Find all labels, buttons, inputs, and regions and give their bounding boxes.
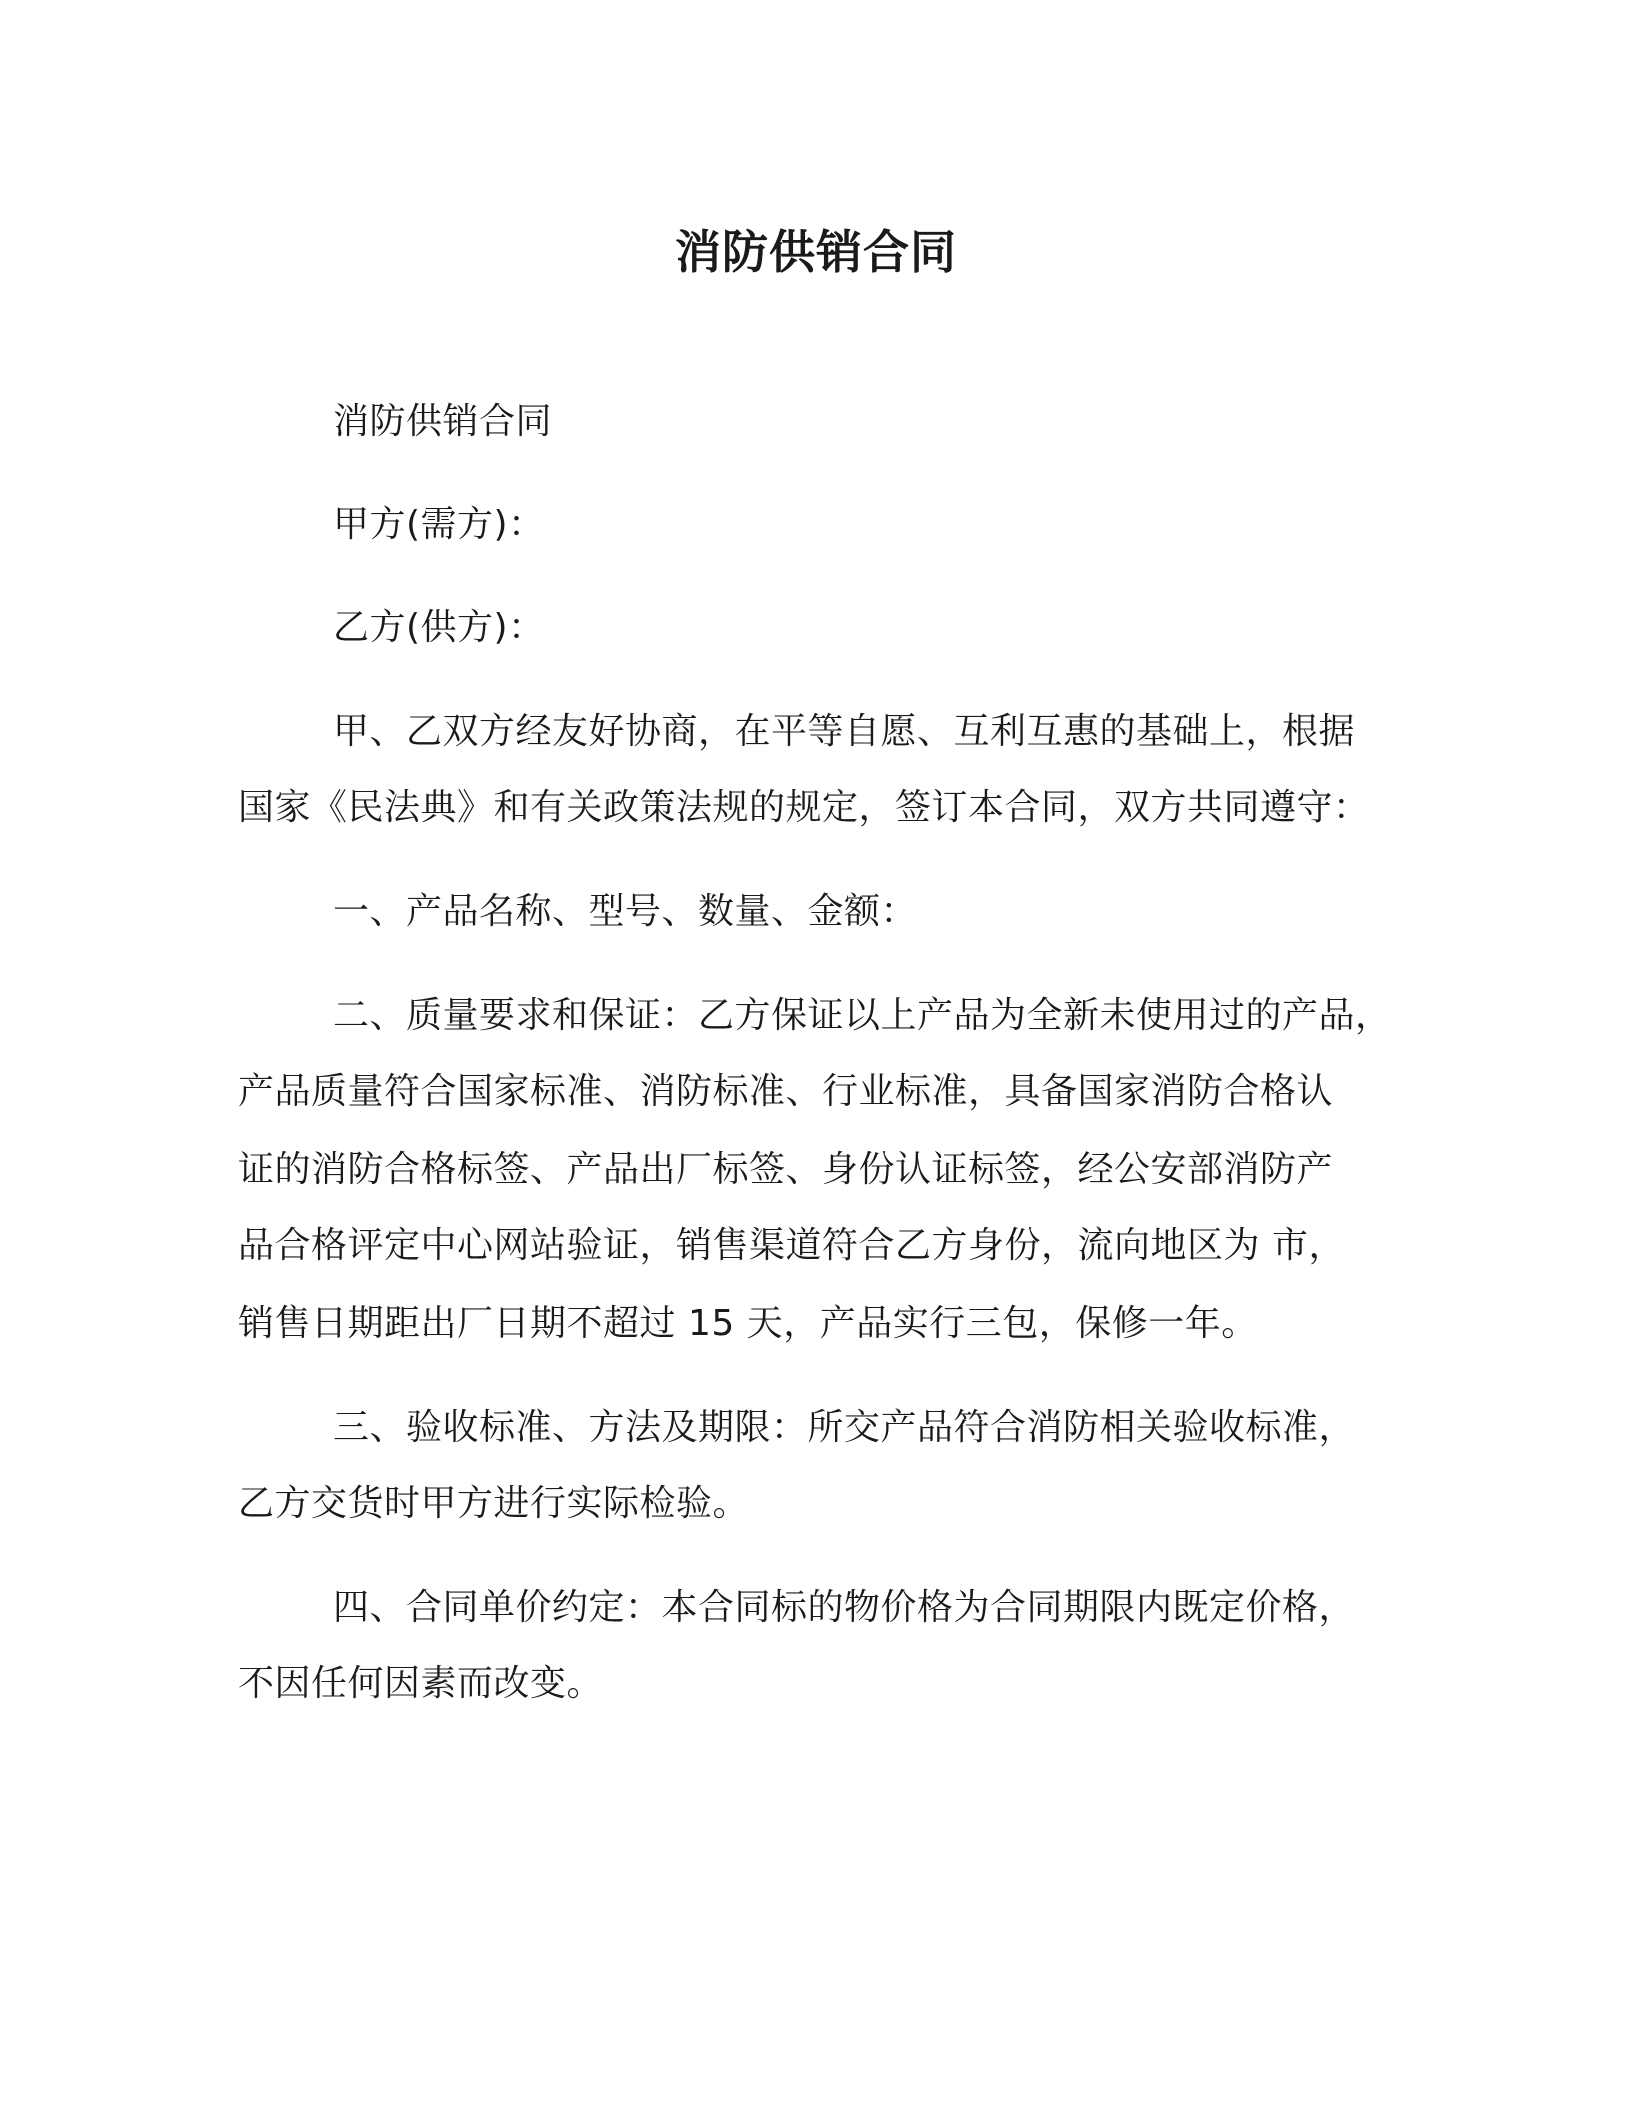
clause-3-line-2: 乙方交货时甲方进行实际检验。 [238, 1483, 750, 1524]
clause-4-line-1: 四、合同单价约定：本合同标的物价格为合同期限内既定价格， [333, 1587, 1356, 1628]
clause-3-line-1: 三、验收标准、方法及期限：所交产品符合消防相关验收标准， [333, 1407, 1356, 1448]
clause-2-line-1: 二、质量要求和保证：乙方保证以上产品为全新未使用过的产品， [333, 995, 1392, 1036]
clause-4-line-2: 不因任何因素而改变。 [238, 1663, 604, 1704]
clause-2-line-4: 品合格评定中心网站验证，销售渠道符合乙方身份，流向地区为 市， [238, 1225, 1345, 1266]
contract-heading: 消防供销合同 [333, 401, 553, 442]
party-b-label: 乙方(供方)： [333, 607, 545, 648]
preamble-line-2: 国家《民法典》和有关政策法规的规定，签订本合同，双方共同遵守： [238, 787, 1370, 828]
clause-1: 一、产品名称、型号、数量、金额： [333, 891, 918, 932]
page-title: 消防供销合同 [675, 225, 957, 279]
clause-2-line-5: 销售日期距出厂日期不超过 15 天，产品实行三包，保修一年。 [238, 1303, 1258, 1344]
preamble-line-1: 甲、乙双方经友好协商，在平等自愿、互利互惠的基础上，根据 [333, 711, 1356, 752]
party-a-label: 甲方(需方)： [333, 504, 545, 545]
clause-2-line-2: 产品质量符合国家标准、消防标准、行业标准，具备国家消防合格认 [238, 1071, 1334, 1112]
clause-2-line-3: 证的消防合格标签、产品出厂标签、身份认证标签，经公安部消防产 [238, 1149, 1334, 1190]
